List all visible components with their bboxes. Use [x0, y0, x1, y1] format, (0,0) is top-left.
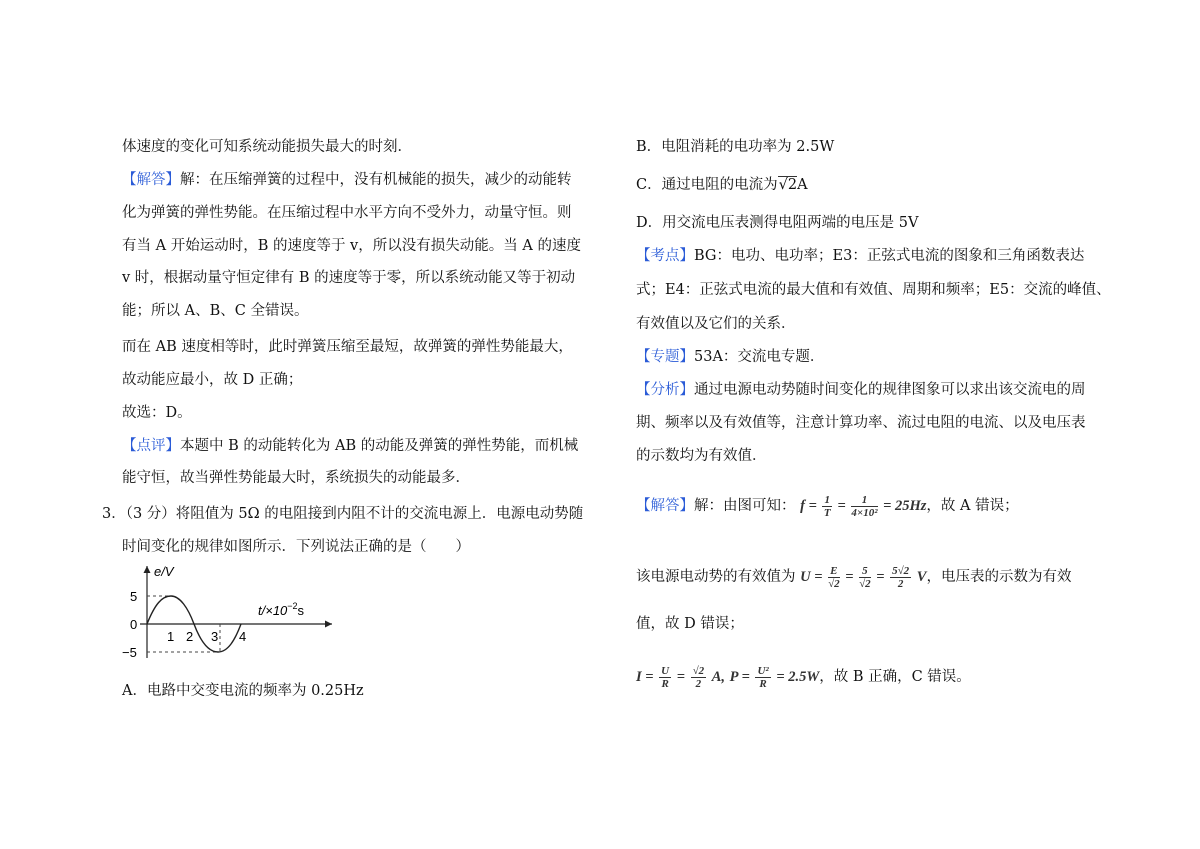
answer-current-power: I = $\frac{U}{R}$ = $\frac{√2}{2}$ A, P = $\frac{\text{U²}}{R}$ = 2.5W，故 B 正确，C 错误。 [636, 664, 971, 690]
left-text-line-6: 能；所以 A、B、C 全错误。 [122, 303, 309, 319]
answer-tag-right: 【解答】 [636, 498, 694, 514]
y-tick-neg5: −5 [122, 645, 137, 660]
option-d: D．用交流电压表测得电阻两端的电压是 5V [636, 215, 919, 231]
answer-paragraph-1 [122, 170, 572, 190]
option-c: C．通过电阻的电流为√2A [636, 177, 808, 193]
fenxi-paragraph: 【分析】通过电源电动势随时间变化的规律图象可以求出该交流电的周 [636, 382, 1086, 398]
x-tick-4: 4 [239, 629, 247, 644]
left-text-line-7: 而在 AB 速度相等时，此时弹簧压缩至最短，故弹簧的弹性势能最大， [122, 339, 573, 355]
fenxi-line-2: 期、频率以及有效值等，注意计算功率、流过电阻的电流、以及电压表 [636, 415, 1086, 431]
question-3-line-1: 3．（3 分）将阻值为 5Ω 的电阻接到内阻不计的交流电源上．电源电动势随 [102, 506, 584, 522]
answer-voltage-line-2: 值，故 D 错误； [636, 616, 744, 632]
comment-paragraph [122, 436, 578, 456]
answer-voltage: 该电源电动势的有效值为 U = $\frac{E}{√2}$ = $\frac{5}{√2}$ = $\frac{5√2}{2}$ V，电压表的示数为有效 [636, 564, 1072, 590]
answer-frequency: 【解答】解：由图可知： f = $\frac{1}{T}$ = $\frac{1}{\text{4×10²}}$ = 25Hz，故 A 错误； [636, 493, 1019, 519]
y-axis-label: e/V [154, 564, 174, 579]
comment-tag: 【点评】 [122, 438, 180, 454]
kaodian-paragraph: 【考点】BG：电功、电功率；E3：正弦式电流的图象和三角函数表达 [636, 248, 1085, 264]
left-text-line-9: 故选：D。 [122, 405, 192, 421]
option-b: B．电阻消耗的电功率为 2.5W [636, 139, 835, 155]
x-tick-3: 3 [211, 629, 219, 644]
y-tick-5: 5 [130, 589, 138, 604]
left-text-line-3: 化为弹簧的弹性势能。在压缩过程中水平方向不受外力，动量守恒。则 [122, 205, 572, 221]
left-text-line-11: 能守恒，故当弹性势能最大时，系统损失的动能最多． [122, 470, 470, 486]
kaodian-line-2: 式；E4：正弦式电流的最大值和有效值、周期和频率；E5：交流的峰值、 [636, 282, 1111, 298]
left-text-line-1: 体速度的变化可知系统动能损失最大的时刻． [122, 139, 412, 155]
x-tick-1: 1 [167, 629, 175, 644]
sqrt-two: √2 [778, 177, 798, 193]
left-text-line-8: 故动能应最小，故 D 正确； [122, 372, 303, 388]
y-tick-0: 0 [130, 617, 138, 632]
answer-text: 解：在压缩弹簧的过程中，没有机械能的损失，减少的动能转 [180, 172, 572, 188]
left-text-line-4: 有当 A 开始运动时，B 的速度等于 v，所以没有损失动能。当 A 的速度 [122, 238, 581, 254]
fenxi-line-3: 的示数均为有效值． [636, 448, 767, 464]
question-3-line-2: 时间变化的规律如图所示．下列说法正确的是（ ） [122, 539, 470, 555]
kaodian-tag: 【考点】 [636, 248, 694, 264]
option-a: A．电路中交变电流的频率为 0.25Hz [122, 683, 364, 699]
zhuanti-paragraph: 【专题】53A：交流电专题． [636, 349, 825, 365]
fenxi-tag: 【分析】 [636, 382, 694, 398]
x-tick-2: 2 [186, 629, 194, 644]
emf-graph [120, 560, 335, 670]
x-axis-label: $t/\times 10^{-2}s$ [258, 601, 305, 618]
kaodian-line-3: 有效值以及它们的关系． [636, 316, 796, 332]
left-text-line-5: v 时，根据动量守恒定律有 B 的速度等于零，所以系统动能又等于初动 [122, 270, 576, 286]
answer-tag: 【解答】 [122, 172, 180, 188]
comment-text: 本题中 B 的动能转化为 AB 的动能及弹簧的弹性势能，而机械 [180, 438, 579, 454]
zhuanti-tag: 【专题】 [636, 349, 694, 365]
